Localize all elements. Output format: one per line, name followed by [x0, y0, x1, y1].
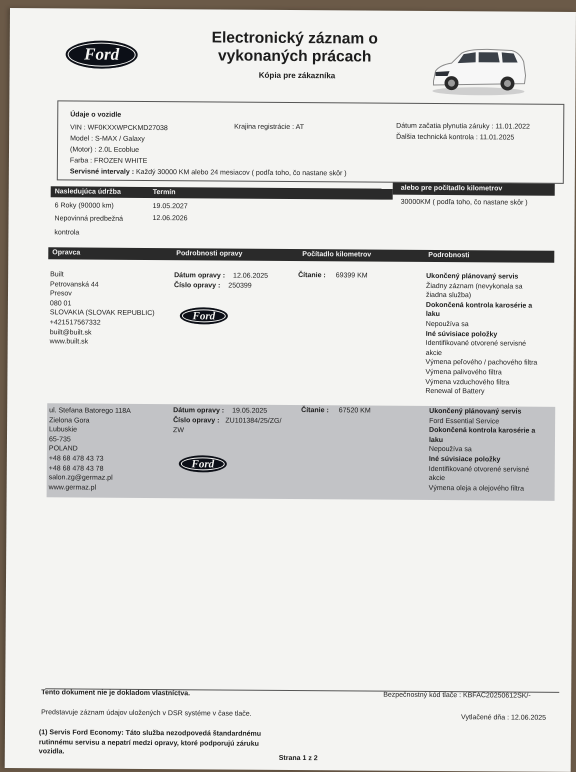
repair1-detail-line: Renewal of Battery — [425, 388, 485, 396]
repair2-detail-line: akcie — [428, 475, 446, 483]
repair1-address-line: 080 01 — [49, 300, 72, 308]
repair2-detail-line: Nepoužíva sa — [428, 446, 472, 454]
repair1-detail-line: Ukončený plánovaný servis — [426, 272, 519, 281]
repair2-detail-line: laku — [428, 436, 444, 444]
footer-security-code: Bezpečnostný kód tlače : KBFAC20250612SK/- — [383, 691, 531, 700]
repair1-address-line: Petrovanská 44 — [50, 280, 99, 289]
service-record-document — [5, 8, 576, 772]
next-service-header: Nasledujúca údržba Termín — [51, 186, 393, 199]
car-image — [427, 45, 529, 98]
repair1-date: Dátum opravy : 12.06.2025 — [174, 272, 269, 280]
repair1-detail-line: akcie — [425, 349, 442, 357]
repair2-detail-line: Dokončená kontrola karosérie a — [429, 427, 536, 435]
repair2-detail-line: Iné súvisiace položky — [428, 455, 501, 464]
repair1-ford-logo: Ford — [180, 307, 228, 324]
vehicle-info-box — [57, 100, 565, 184]
service-interval: Servisné intervaly : Každý 30000 KM alebo 24 mesiacov ( podľa toho, čo nastane skôr ) — [69, 168, 347, 178]
repairs-header: Opravca Podrobnosti opravy Počítadlo kilometrov Podrobnosti — [48, 247, 554, 263]
repair2-number-cont: ZW — [173, 427, 184, 435]
repair1-detail-line: Výmena vzduchového filtra — [425, 378, 510, 387]
next-service-row1-label: 6 Roky (90000 km) — [54, 202, 114, 210]
repair1-detail-line: Dokončená kontrola karosérie a — [425, 301, 533, 310]
repair1-address-line: www.built.sk — [49, 338, 89, 346]
repair2-address-line: www.germaz.pl — [48, 484, 97, 492]
repair2-ford-logo: Ford — [179, 455, 227, 472]
page-number: Strana 1 z 2 — [278, 754, 318, 763]
repair1-detail-line: laku — [425, 311, 440, 319]
repair1-detail-line: žiadna služba) — [425, 292, 472, 300]
vehicle-model: Model : S-MAX / Galaxy — [70, 135, 145, 143]
repair2-address-line: salon.zg@germaz.pl — [48, 474, 113, 482]
next-service-row2-date: 12.06.2026 — [152, 215, 188, 223]
repair2-odometer: Čítanie : 67520 KM — [301, 407, 371, 415]
next-inspection: Ďalšia technická kontrola : 11.01.2025 — [396, 133, 515, 142]
repair1-odometer: Čítanie : 69399 KM — [298, 272, 368, 280]
repair1-address-line: Presov — [49, 290, 72, 298]
repair2-address — [49, 406, 131, 493]
repair2-details — [429, 407, 536, 494]
document-subtitle: Kópia pre zákazníka — [258, 70, 336, 81]
repair1-detail-line: Iné súvisiace položky — [425, 330, 498, 338]
footer-economy-note: (1) Servis Ford Economy: Táto služba nezodpovedá štandardnému rutinnému servisu a nepatrí medzi opravy, ktoré podporujú záruku vozidla. — [38, 729, 262, 756]
vehicle-color: Farba : FROZEN WHITE — [69, 157, 148, 165]
repair2-address-line: +48 68 478 43 78 — [48, 464, 104, 473]
repair1-detail-line: Výmena peľového / pachového filtra — [425, 359, 538, 368]
next-service-row2-label: Nepovinná predbežná kontrola — [54, 215, 124, 237]
next-service-header-km: alebo pre počítadlo kilometrov — [393, 183, 555, 196]
repair1-address-line: SLOVAKIA (SLOVAK REPUBLIC) — [49, 309, 155, 318]
repair1-address-line: +421517567332 — [49, 319, 101, 327]
repair1-detail-line: Nepoužíva sa — [425, 320, 469, 329]
repair1-number: Číslo opravy : 250399 — [174, 282, 252, 290]
repair2-detail-line: Ukončený plánovaný servis — [429, 407, 522, 416]
repair2-address-line: +48 68 478 43 73 — [48, 455, 104, 463]
repair2-address-line: POLAND — [48, 445, 78, 453]
repair2-date: Dátum opravy : 19.05.2025 — [173, 407, 268, 415]
repair2-detail-line: Ford Essential Service — [429, 417, 500, 426]
repair2-address-line: ul. Stefana Batorego 118A — [49, 407, 131, 415]
ford-logo: Ford — [66, 40, 138, 69]
repair1-address-line: Built — [50, 271, 64, 279]
repair1-detail-line: Výmena palivového filtra — [425, 368, 502, 377]
next-service-row1-date: 19.05.2027 — [152, 203, 188, 211]
repair2-address-line: Zielona Gora — [49, 416, 90, 425]
repair1-detail-line: Žiadny záznam (nevykonala sa — [426, 282, 523, 291]
repair2-detail-line: Výmena oleja a olejového filtra — [428, 484, 525, 493]
repair1-address — [50, 270, 155, 347]
document-title: Electronický záznam o vykonaných prácach — [211, 29, 378, 66]
vehicle-motor: (Motor) : 2.0L Ecoblue — [69, 146, 140, 154]
next-service-row1-km: 30000KM ( podľa toho, čo nastane skôr ) — [400, 198, 528, 207]
warranty-start: Dátum začatia plynutia záruky : 11.01.2022 — [396, 122, 530, 131]
repair2-address-line: 65-735 — [48, 436, 71, 444]
repair2-number: Číslo opravy : ZU101384/25/ZG/ — [173, 417, 282, 425]
vehicle-heading: Údaje o vozidle — [70, 111, 122, 119]
repair2-detail-line: Identifikované otvorené servisné — [428, 465, 530, 474]
repair1-address-line: built@built.sk — [49, 328, 92, 337]
registration-country: Krajina registrácie : AT — [234, 123, 305, 132]
vehicle-vin: VIN : WF0KXXWPCKMD27038 — [70, 124, 168, 133]
footer-printed-date: Vytlačené dňa : 12.06.2025 — [461, 714, 547, 722]
repair1-details — [425, 272, 538, 397]
repair2-address-line: Lubuskie — [49, 426, 78, 434]
repair1-detail-line: Identifikované otvorené servisné — [425, 340, 527, 348]
footer-represents: Predstavuje záznam údajov uložených v DSR systéme v čase tlače. — [41, 709, 252, 718]
footer-not-ownership: Tento dokument nie je dokladom vlastníctva. — [41, 689, 191, 698]
